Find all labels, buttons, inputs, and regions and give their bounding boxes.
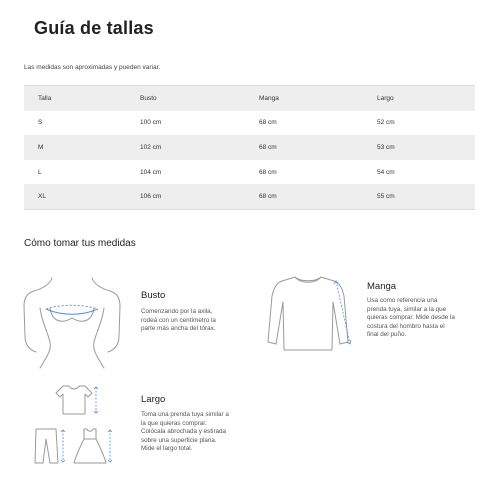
table-row <box>24 160 475 185</box>
measurement-note: Las medidas son aproximadas y pueden variar. <box>24 64 161 71</box>
table-row <box>24 184 475 209</box>
cell-talla: XL <box>38 193 46 201</box>
cell-talla: L <box>38 168 42 176</box>
cell-largo: 55 cm <box>377 193 395 201</box>
cell-largo: 54 cm <box>377 168 395 176</box>
busto-description: Comenzando por la axila, rodeá con un centímetro la parte más ancha del tórax. <box>141 308 216 333</box>
cell-manga: 68 cm <box>259 143 277 151</box>
cell-talla: S <box>38 119 43 127</box>
long-sleeve-shirt-icon <box>258 272 358 362</box>
table-row <box>24 135 475 160</box>
busto-title: Busto <box>141 290 166 301</box>
largo-description: Toma una prenda tuya similar a la que quieras comprar. Colócala abrochada y estirada sobre una superficie plana. Mide el largo total. <box>141 411 229 453</box>
pants-icon <box>32 427 72 467</box>
cell-talla: M <box>38 143 44 151</box>
size-table <box>24 85 475 210</box>
manga-title: Manga <box>367 281 397 292</box>
header-talla: Talla <box>38 94 52 102</box>
table-header-row <box>24 86 475 111</box>
largo-title: Largo <box>141 394 166 405</box>
cell-busto: 106 cm <box>140 193 162 201</box>
howto-heading: Cómo tomar tus medidas <box>24 238 136 249</box>
page-title: Guía de tallas <box>34 18 154 38</box>
cell-busto: 104 cm <box>140 168 162 176</box>
cell-manga: 68 cm <box>259 193 277 201</box>
header-busto: Busto <box>140 94 157 102</box>
table-row <box>24 111 475 136</box>
cell-busto: 100 cm <box>140 119 162 127</box>
torso-bust-icon <box>22 278 122 368</box>
cell-manga: 68 cm <box>259 168 277 176</box>
manga-description: Usa como referencia una prenda tuya, similar a la que quieras comprar. Mide desde la costura del hombro hasta el final del puño. <box>367 297 455 339</box>
cell-largo: 53 cm <box>377 143 395 151</box>
cell-manga: 68 cm <box>259 119 277 127</box>
cell-largo: 52 cm <box>377 119 395 127</box>
dress-icon <box>74 427 114 467</box>
header-manga: Manga <box>259 94 279 102</box>
cell-busto: 102 cm <box>140 143 162 151</box>
tshirt-icon <box>54 384 104 416</box>
header-largo: Largo <box>377 94 394 102</box>
